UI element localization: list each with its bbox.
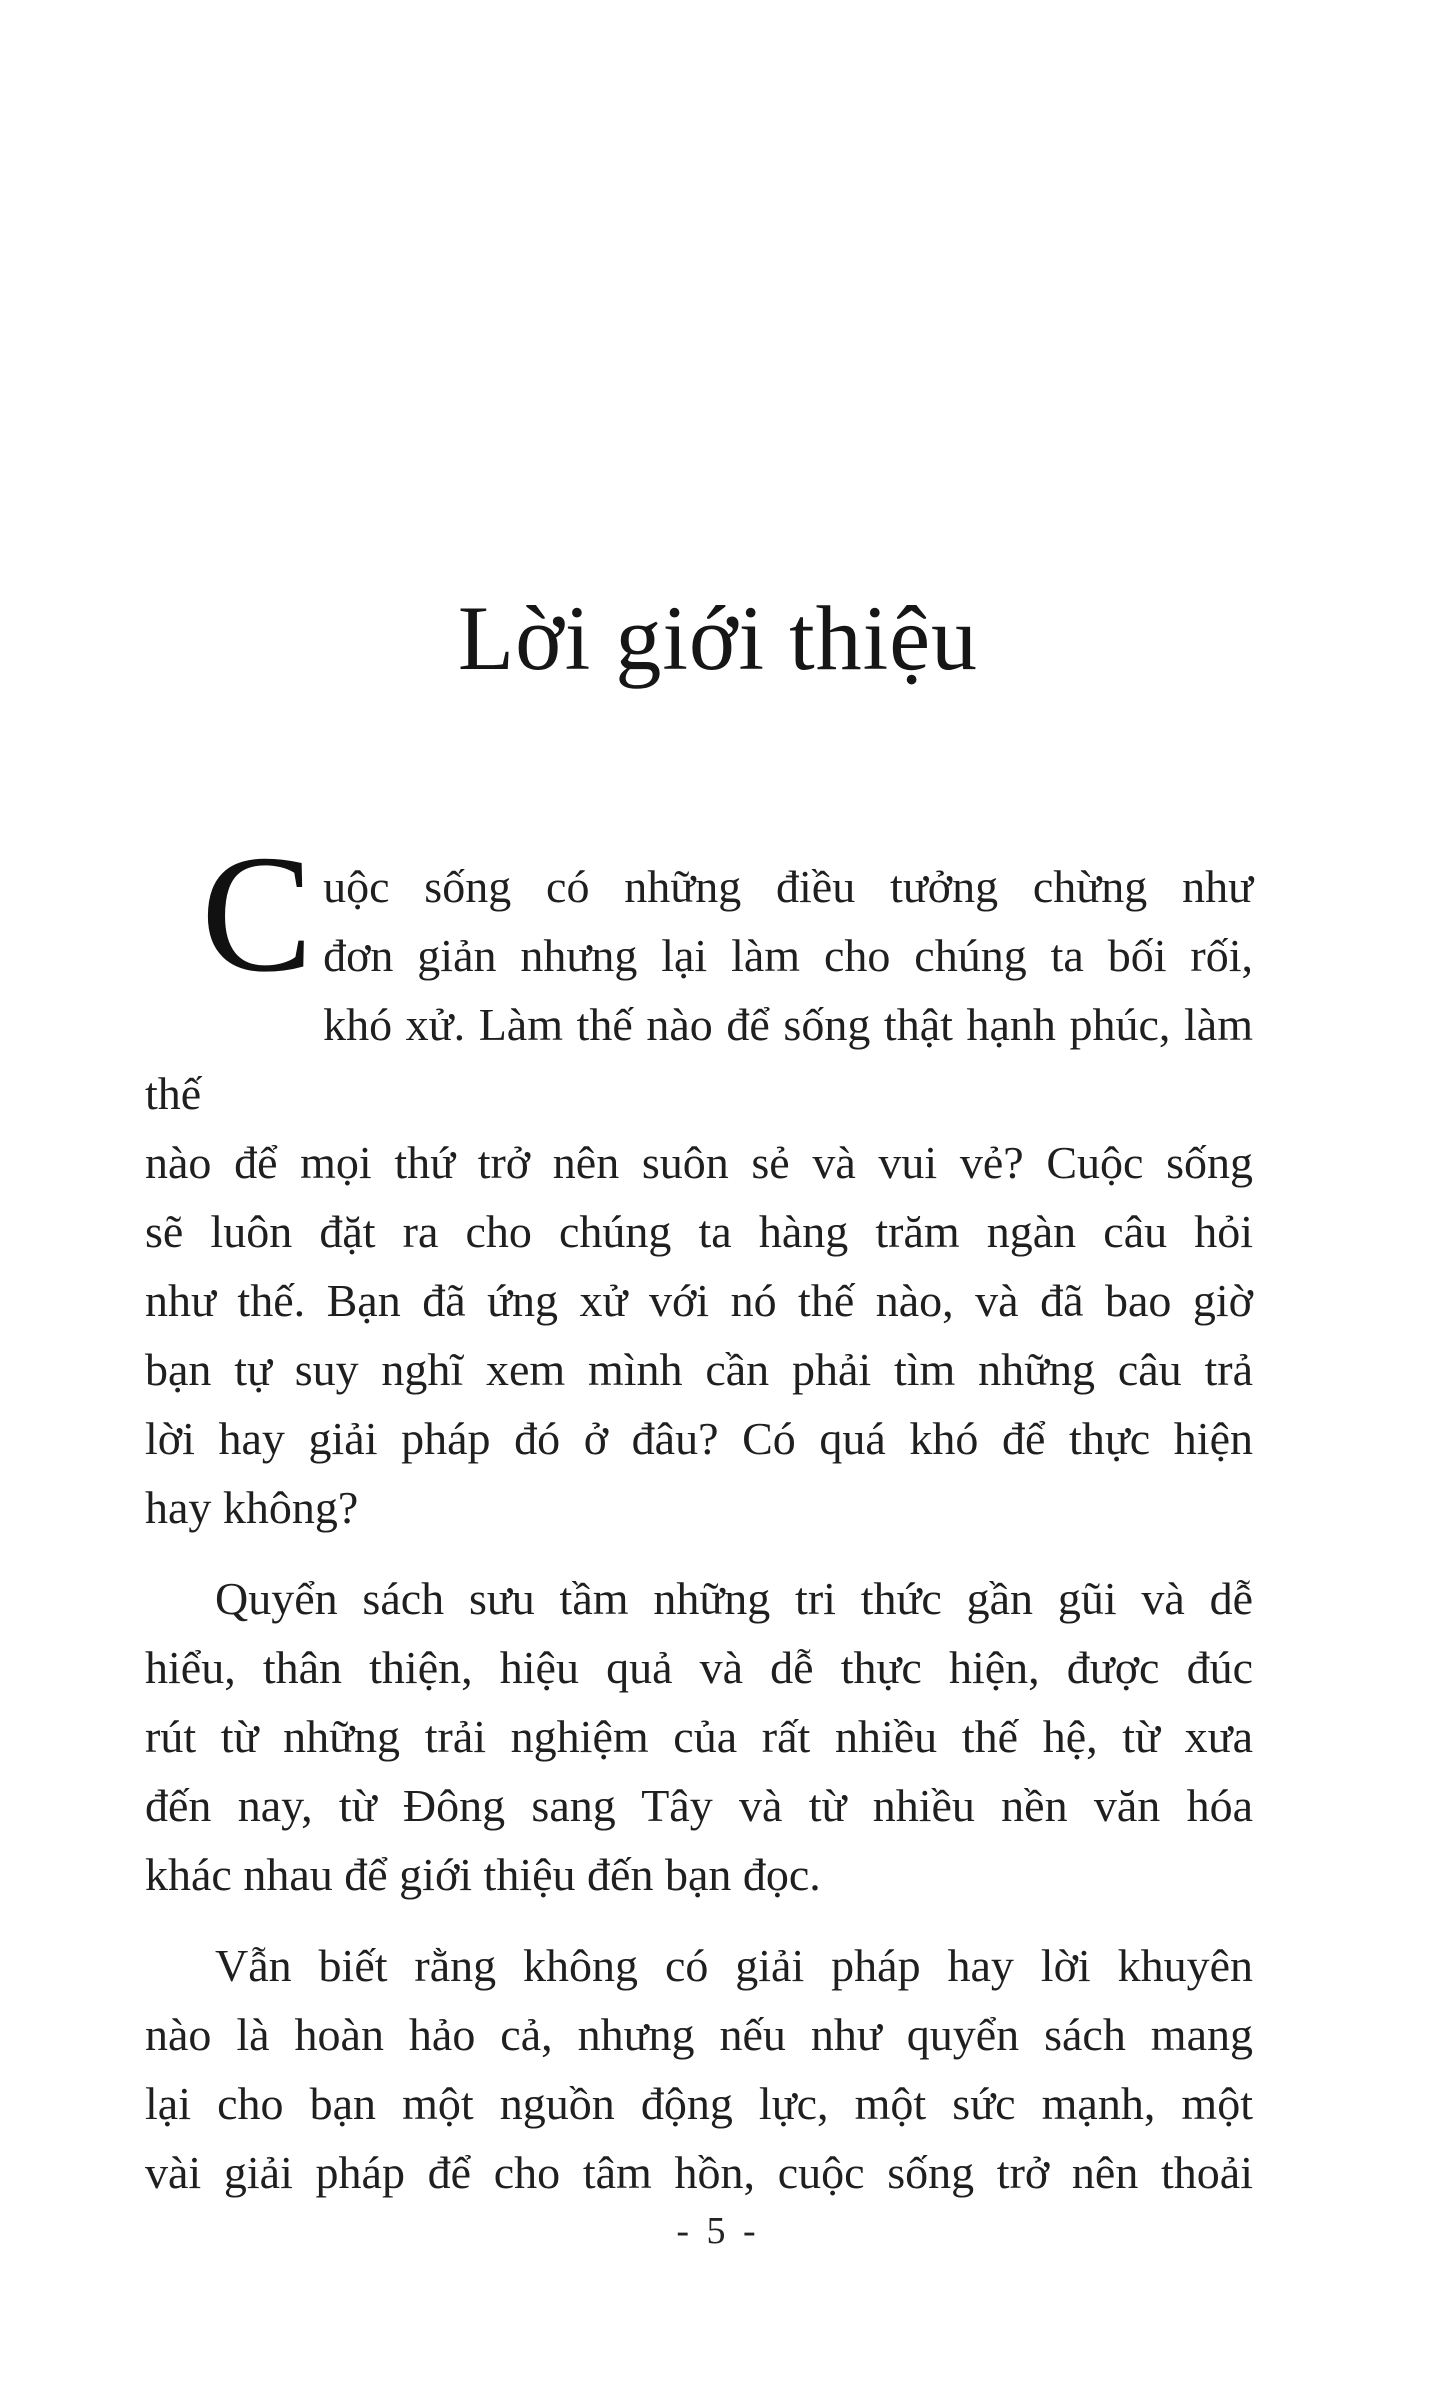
text-line: lời hay giải pháp đó ở đâu? Có quá khó để thực hiện xyxy=(145,1413,1253,1464)
text-line: hiểu, thân thiện, hiệu quả và dễ thực hiện, được đúc xyxy=(145,1642,1253,1693)
text-line: hay không? xyxy=(145,1482,359,1533)
text-line: lại cho bạn một nguồn động lực, một sức mạnh, một xyxy=(145,2078,1253,2129)
text-line: nào là hoàn hảo cả, nhưng nếu như quyển sách mang xyxy=(145,2009,1253,2060)
page-number: - 5 - xyxy=(676,2210,760,2252)
text-line: khác nhau để giới thiệu đến bạn đọc. xyxy=(145,1849,821,1900)
text-line: Vẫn biết rằng không có giải pháp hay lời khuyên xyxy=(215,1940,1253,1991)
paragraph-2 xyxy=(145,1564,1253,1909)
text-line: uộc sống có những điều tưởng chừng như xyxy=(323,861,1253,912)
text-line: rút từ những trải nghiệm của rất nhiều thế hệ, từ xưa xyxy=(145,1711,1253,1762)
text-line: sẽ luôn đặt ra cho chúng ta hàng trăm ngàn câu hỏi xyxy=(145,1206,1253,1257)
text-line: vài giải pháp để cho tâm hồn, cuộc sống trở nên thoải xyxy=(145,2147,1253,2198)
text-line: khó xử. Làm thế nào để sống thật hạnh phúc, làm thế xyxy=(145,999,1253,1119)
text-line: bạn tự suy nghĩ xem mình cần phải tìm những câu trả xyxy=(145,1344,1253,1395)
text-line: nào để mọi thứ trở nên suôn sẻ và vui vẻ? Cuộc sống xyxy=(145,1137,1253,1188)
text-line: như thế. Bạn đã ứng xử với nó thế nào, và đã bao giờ xyxy=(145,1275,1253,1326)
page-title: Lời giới thiệu xyxy=(457,587,979,689)
paragraph-3 xyxy=(145,1931,1253,2207)
text-column xyxy=(145,821,1253,2207)
text-line: Quyển sách sưu tầm những tri thức gần gũi và dễ xyxy=(215,1573,1253,1624)
text-line: đơn giản nhưng lại làm cho chúng ta bối rối, xyxy=(323,930,1253,981)
drop-cap: C xyxy=(201,821,314,1007)
text-line: đến nay, từ Đông sang Tây và từ nhiều nền văn hóa xyxy=(145,1780,1253,1831)
paragraph-1 xyxy=(145,821,1253,1542)
